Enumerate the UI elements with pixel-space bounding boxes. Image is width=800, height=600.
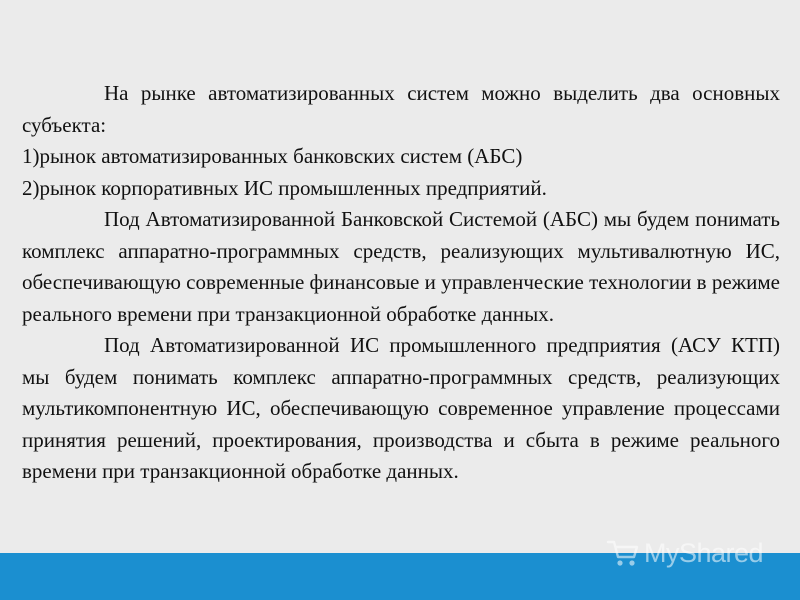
list-item-corporate: 2)рынок корпоративных ИС промышленных предприятий.	[22, 175, 547, 200]
cart-icon	[606, 538, 640, 568]
watermark	[606, 532, 763, 574]
watermark-text: MyShared	[644, 537, 764, 568]
abs-definition-paragraph: Под Автоматизированной Банковской Системой (АБС) мы будем понимать комплекс аппаратно-программных средств, реализующих мультивалютную ИС, обеспечивающую современные финансовые и управленческие технологии в режиме реального времени при транзакционной обработке данных.	[22, 207, 780, 326]
slide-text	[22, 78, 780, 488]
list-item-abs: 1)рынок автоматизированных банковских систем (АБС)	[22, 144, 523, 168]
intro-paragraph: На рынке автоматизированных систем можно выделить два основных субъекта:	[22, 81, 780, 137]
asu-ktp-definition-paragraph: Под Автоматизированной ИС промышленного предприятия (АСУ КТП) мы будем понимать комплекс аппаратно-программных средств, реализующих мультикомпонентную ИС, обеспечивающую современное управление процессами принятия решений, проектирования, производства и сбыта в режиме реального времени при транзакционной обработке данных.	[22, 333, 780, 483]
